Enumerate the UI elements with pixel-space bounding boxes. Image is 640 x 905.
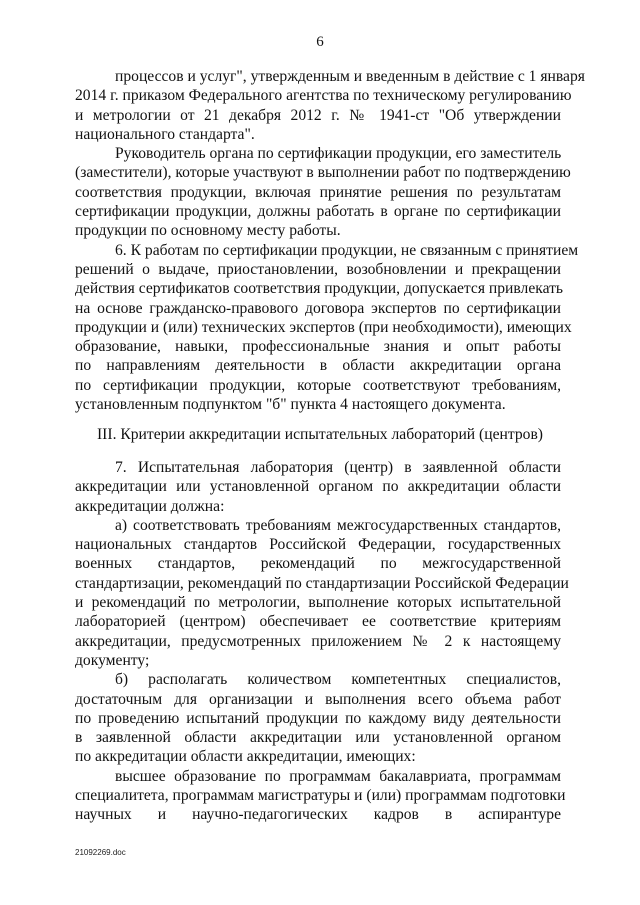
paragraph-p3: [75, 241, 579, 415]
text-line: научных и научно-педагогических кадров в аспирантуре: [75, 806, 561, 824]
text-line: сертификации продукции, должны работать в органе по сертификации: [75, 203, 561, 221]
text-line: соответствия продукции, включая принятие решения по результатам: [75, 183, 561, 201]
text-line: национальных стандартов Российской Федерации, государственных: [75, 536, 561, 554]
text-line: документу;: [75, 651, 150, 669]
text-line: достаточным для организации и выполнения всего объема работ: [75, 690, 561, 708]
text-line: (заместители), которые участвуют в выполнении работ по подтверждению: [75, 164, 571, 182]
text-line: аккредитации должна:: [75, 497, 225, 515]
text-line: по проведению испытаний продукции по каждому виду деятельности: [75, 709, 561, 727]
text-line: б) располагать количеством компетентных специалистов,: [115, 671, 561, 689]
text-line: действия сертификатов соответствия продукции, допускается привлекать: [75, 280, 564, 298]
paragraph-p2: [75, 144, 571, 240]
text-line: процессов и услуг", утвержденным и введенным в действие с 1 января: [115, 68, 585, 85]
text-line: продукции и (или) технических экспертов (при необходимости), имеющих: [75, 318, 572, 336]
page-number: 6: [316, 34, 324, 50]
text-line: национального стандарта".: [75, 125, 255, 143]
paragraph-p4: [75, 458, 561, 516]
text-line: 7. Испытательная лаборатория (центр) в заявленной области: [115, 459, 561, 476]
text-line: образование, навыки, профессиональные знания и опыт работы: [75, 338, 561, 356]
text-line: и рекомендаций по метрологии, выполнение которых испытательной: [75, 594, 561, 612]
text-line: а) соответствовать требованиям межгосударственных стандартов,: [115, 516, 561, 534]
text-line: по аккредитации области аккредитации, имеющих:: [75, 748, 416, 766]
text-line: и метрологии от 21 декабря 2012 г. № 1941-ст "Об утверждении: [75, 106, 561, 124]
text-line: специалитета, программам магистратуры и (или) программам подготовки: [75, 787, 566, 805]
text-line: решений о выдаче, приостановлении, возобновлении и прекращении: [75, 260, 561, 278]
text-line: Руководитель органа по сертификации продукции, его заместитель: [115, 145, 562, 163]
paragraph-p7: [75, 767, 566, 825]
text-line: продукции по основному месту работы.: [75, 222, 341, 240]
paragraph-p5: [75, 516, 569, 670]
text-line: лабораторией (центром) обеспечивает ее соответствие критериям: [75, 613, 561, 631]
text-line: 6. К работам по сертификации продукции, не связанным с принятием: [115, 241, 579, 259]
footer-file-reference: 21092269.doc: [75, 848, 126, 857]
text-line: по сертификации продукции, которые соответствуют требованиям,: [75, 376, 561, 394]
text-line: стандартизации, рекомендаций по стандартизации Российской Федерации: [75, 574, 569, 592]
text-line: на основе гражданско-правового договора экспертов по сертификации: [75, 299, 561, 317]
text-line: установленным подпунктом "б" пункта 4 настоящего документа.: [75, 396, 506, 414]
text-line: в заявленной области аккредитации или установленной органом: [75, 729, 561, 747]
body-text-top: [75, 67, 585, 414]
body-text-bottom: [75, 458, 569, 825]
text-line: 2014 г. приказом Федерального агентства по техническому регулированию: [75, 87, 572, 105]
text-line: высшее образование по программам бакалавриата, программам: [115, 767, 561, 785]
section-heading: III. Критерии аккредитации испытательных лабораторий (центров): [96, 426, 544, 443]
text-line: по направлениям деятельности в области аккредитации органа: [75, 357, 561, 375]
paragraph-p1: [75, 67, 585, 144]
paragraph-p6: [75, 670, 561, 766]
text-line: военных стандартов, рекомендаций по межгосударственной: [75, 555, 561, 573]
text-line: аккредитации, предусмотренных приложением № 2 к настоящему: [75, 632, 561, 650]
text-line: аккредитации или установленной органом по аккредитации области: [75, 478, 561, 496]
